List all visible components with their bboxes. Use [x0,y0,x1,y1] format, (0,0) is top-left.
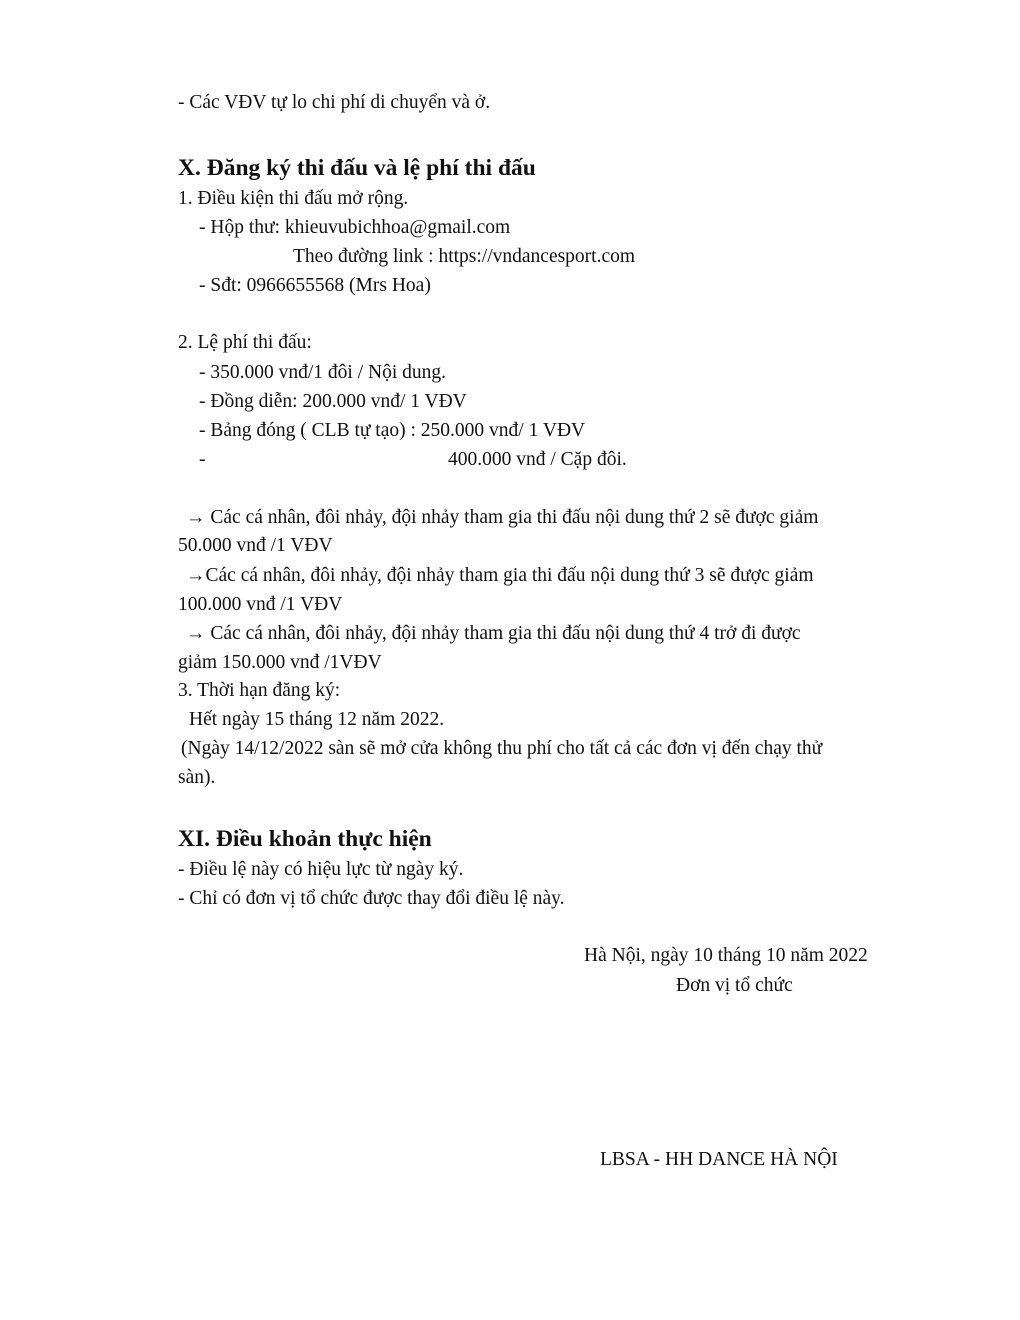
fee-team-line: - Bảng đóng ( CLB tự tạo) : 250.000 vnđ/ 1 VĐV [199,420,586,441]
section-xi-heading: XI. Điều khoản thực hiện [178,826,432,852]
discount-text: Các cá nhân, đôi nhảy, đội nhảy tham gia thi đấu nội dung thứ 3 sẽ được giảm [205,565,814,586]
discount-amount-3: giảm 150.000 vnđ /1VĐV [178,652,382,673]
fee-team-pair-line: 400.000 vnđ / Cặp đôi. [448,449,627,470]
discount-amount-1: 50.000 vnđ /1 VĐV [178,535,333,556]
item3-title: 3. Thời hạn đăng ký: [178,680,341,701]
discount-line-1 [186,506,818,530]
signature-place-date: Hà Nội, ngày 10 tháng 10 năm 2022 [584,945,868,966]
item2-title: 2. Lệ phí thi đấu: [178,332,312,353]
arrow-right-icon: → [186,623,206,644]
discount-text: Các cá nhân, đôi nhảy, đội nhảy tham gia thi đấu nội dung thứ 4 trở đi được [210,623,801,644]
discount-line-2 [186,564,814,588]
signature-org-name: LBSA - HH DANCE HÀ NỘI [600,1149,838,1170]
item1-title: 1. Điều kiện thi đấu mở rộng. [178,188,409,209]
fee-team-dash: - [199,449,206,470]
section-x-heading: X. Đăng ký thi đấu và lệ phí thi đấu [178,155,536,181]
deadline-line: Hết ngày 15 tháng 12 năm 2022. [189,709,445,730]
phone-line: - Sđt: 0966655568 (Mrs Hoa) [199,275,431,296]
travel-cost-note: - Các VĐV tự lo chi phí di chuyển và ở. [178,92,491,113]
arrow-right-icon: → [186,565,206,586]
terms-line-1: - Điều lệ này có hiệu lực từ ngày ký. [178,859,464,880]
fee-pair-line: - 350.000 vnđ/1 đôi / Nội dung. [199,362,446,383]
signature-org-label: Đơn vị tổ chức [676,975,793,996]
link-line: Theo đường link : https://vndancesport.com [293,246,636,267]
email-line: - Hộp thư: khieuvubichhoa@gmail.com [199,217,511,238]
trial-note-line-1: (Ngày 14/12/2022 sàn sẽ mở cửa không thu phí cho tất cả các đơn vị đến chạy thử [181,738,823,759]
terms-line-2: - Chỉ có đơn vị tổ chức được thay đổi điều lệ này. [178,888,565,909]
arrow-right-icon: → [186,507,206,528]
discount-amount-2: 100.000 vnđ /1 VĐV [178,594,343,615]
trial-note-line-2: sàn). [178,767,216,788]
discount-text: Các cá nhân, đôi nhảy, đội nhảy tham gia thi đấu nội dung thứ 2 sẽ được giảm [210,507,819,528]
fee-group-line: - Đồng diễn: 200.000 vnđ/ 1 VĐV [199,391,467,412]
discount-line-3 [186,622,801,646]
